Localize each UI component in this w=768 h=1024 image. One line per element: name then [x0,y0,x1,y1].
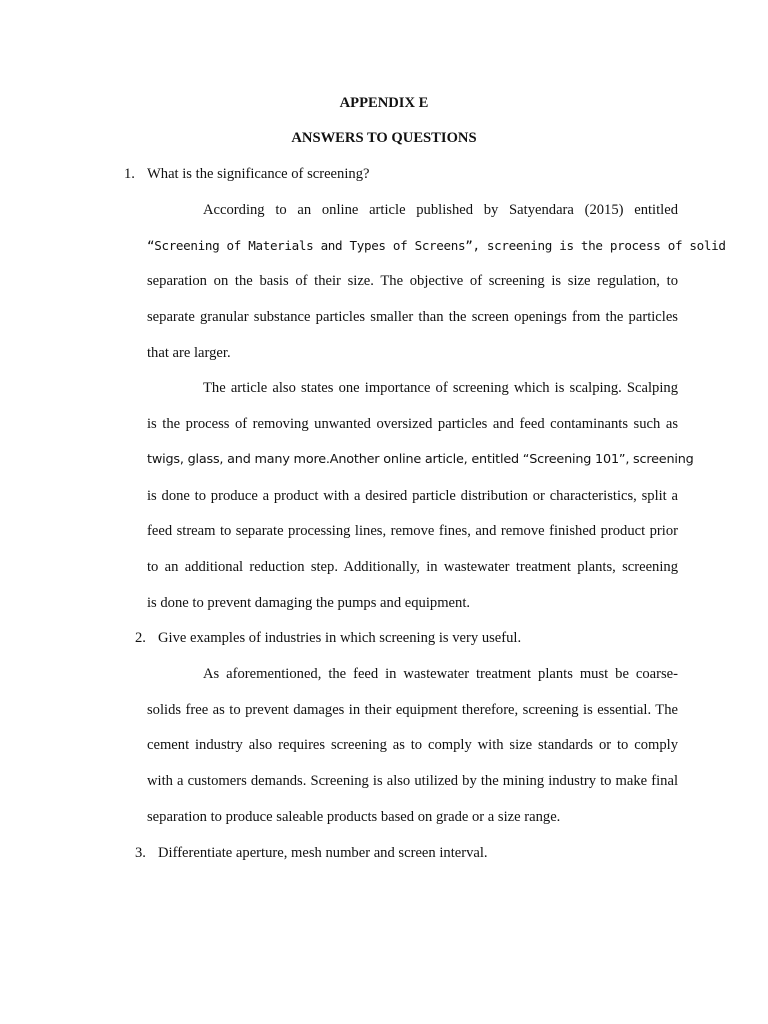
paragraph-line: solids free as to prevent damages in their equipment therefore, screening is essential. The [147,702,678,718]
question-number: 1. [124,166,135,182]
paragraph-line [147,451,694,469]
appendix-title: APPENDIX E [339,95,429,111]
question-text: Give examples of industries in which screening is very useful. [158,630,522,646]
paragraph-line: is the process of removing unwanted oversized particles and feed contaminants such as [147,416,678,432]
paragraph-line: separate granular substance particles smaller than the screen openings from the particles [147,309,678,325]
paragraph-line: cement industry also requires screening as to comply with size standards or to comply [147,737,678,753]
question-text: What is the significance of screening? [147,166,370,182]
paragraph-line: is done to produce a product with a desired particle distribution or characteristics, split a [147,488,678,504]
paragraph-line: feed stream to separate processing lines, remove fines, and remove finished product prior [147,523,678,539]
section-title: ANSWERS TO QUESTIONS [291,130,477,146]
paragraph-line: is done to prevent damaging the pumps and equipment. [147,595,471,611]
paragraph-line: The article also states one importance of screening which is scalping. Scalping [203,380,678,396]
question-number: 2. [135,630,146,646]
question-number: 3. [135,845,146,861]
paragraph-line-part: twigs, glass, and many more. [147,452,330,467]
question-text: Differentiate aperture, mesh number and screen interval. [158,845,488,861]
paragraph-line: According to an online article published by Satyendara (2015) entitled [203,202,678,218]
paragraph-line: “Screening of Materials and Types of Screens”, screening is the process of solid [147,238,726,253]
paragraph-line: that are larger. [147,345,231,361]
paragraph-line: separation to produce saleable products based on grade or a size range. [147,809,561,825]
paragraph-line: As aforementioned, the feed in wastewater treatment plants must be coarse- [203,666,678,682]
paragraph-line: with a customers demands. Screening is also utilized by the mining industry to make final [147,773,678,789]
paragraph-line-part: Another online article, entitled “Screening 101”, screening [329,452,694,467]
paragraph-line: to an additional reduction step. Additionally, in wastewater treatment plants, screening [147,559,678,575]
paragraph-line: separation on the basis of their size. The objective of screening is size regulation, to [147,273,678,289]
